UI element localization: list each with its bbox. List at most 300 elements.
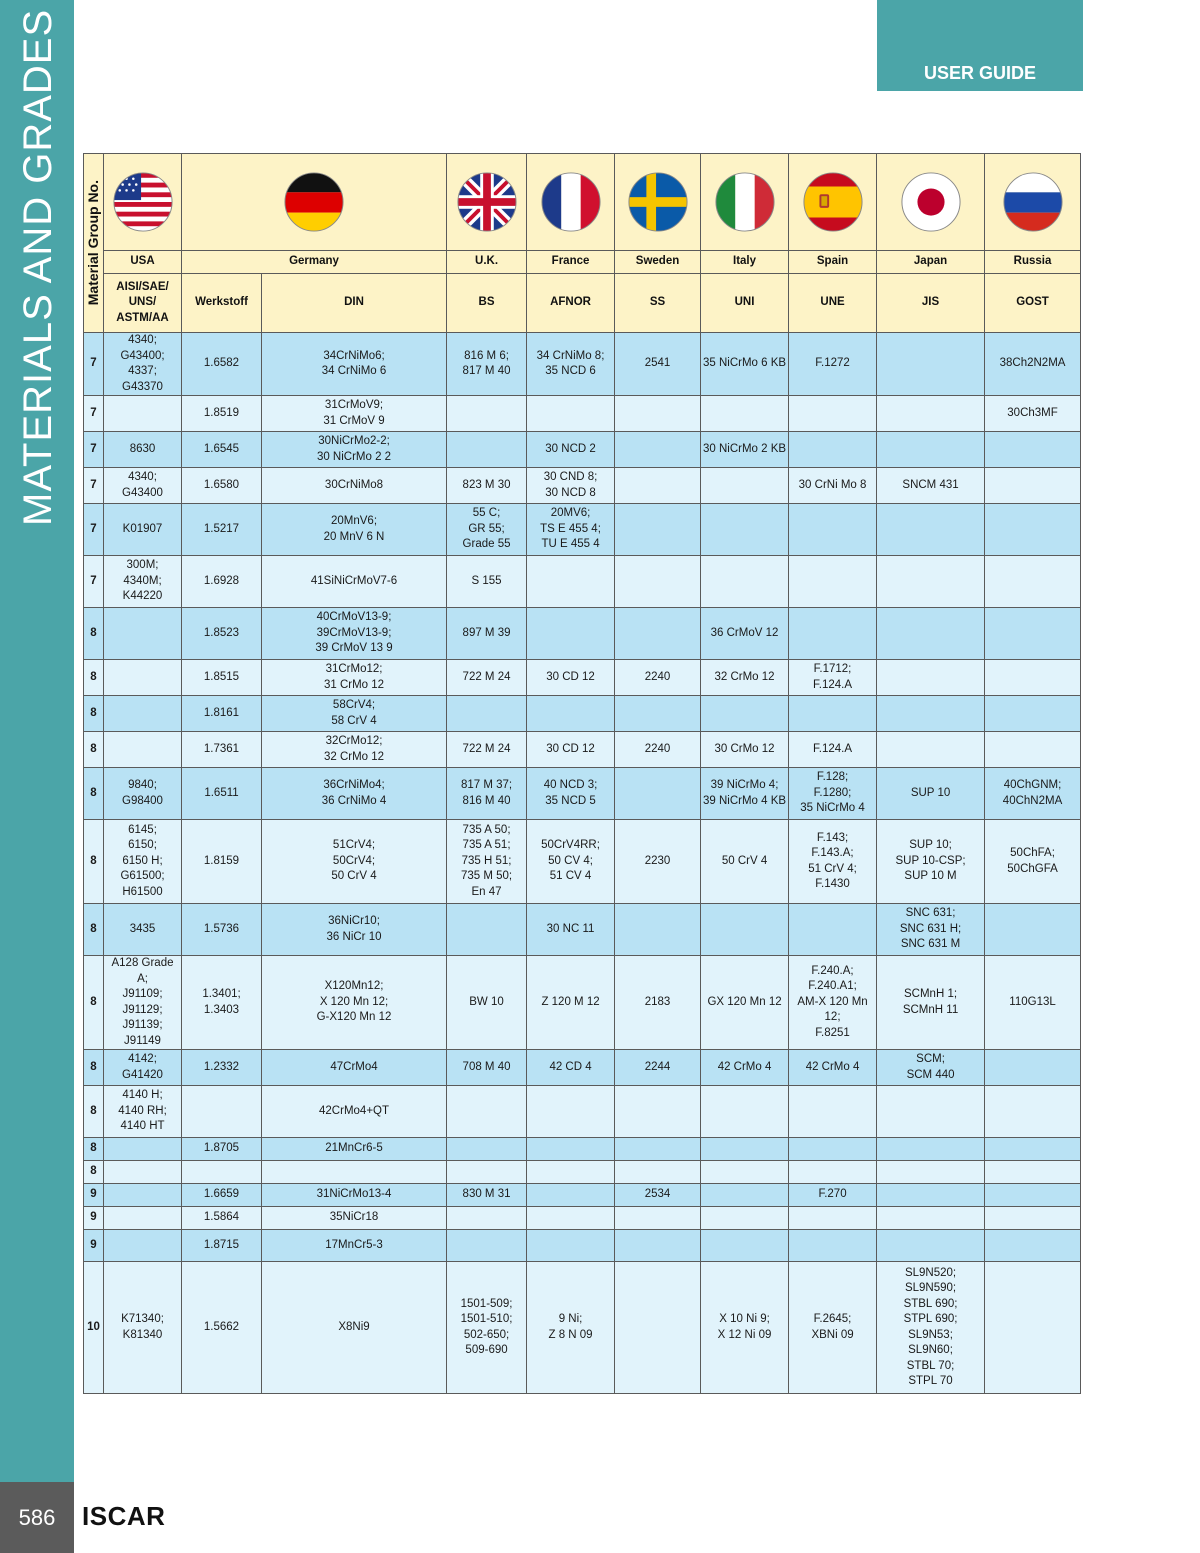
grade-cell-usa: [104, 660, 182, 696]
grade-cell-jis: [877, 504, 985, 556]
grade-cell-ss: 2240: [615, 732, 701, 768]
grade-cell-gost: [985, 696, 1081, 732]
grade-cell-werk: 1.8523: [182, 608, 262, 660]
standard-ss: SS: [615, 274, 701, 333]
grade-cell-afnor: [527, 1184, 615, 1207]
grade-cell-bs: BW 10: [447, 956, 527, 1050]
grade-cell-gost: [985, 732, 1081, 768]
table-row: [84, 432, 1081, 468]
material-group-cell: 8: [84, 904, 104, 956]
grade-cell-uni: [701, 504, 789, 556]
grade-cell-bs: 1501-509; 1501-510; 502-650; 509-690: [447, 1262, 527, 1394]
standard-bs: BS: [447, 274, 527, 333]
grade-cell-gost: [985, 1086, 1081, 1138]
grade-cell-werk: 1.3401; 1.3403: [182, 956, 262, 1050]
grade-cell-din: X120Mn12; X 120 Mn 12; G-X120 Mn 12: [262, 956, 447, 1050]
material-group-cell: 10: [84, 1262, 104, 1394]
grade-cell-afnor: 30 CD 12: [527, 732, 615, 768]
grade-cell-jis: [877, 1086, 985, 1138]
country-russia: Russia: [985, 251, 1081, 274]
grade-cell-uni: 32 CrMo 12: [701, 660, 789, 696]
page-number: 586: [18, 1505, 56, 1530]
material-group-cell: 9: [84, 1207, 104, 1230]
grade-cell-uni: [701, 1207, 789, 1230]
grade-cell-usa: K01907: [104, 504, 182, 556]
country-spain: Spain: [789, 251, 877, 274]
grade-cell-werk: 1.6580: [182, 468, 262, 504]
grade-cell-gost: [985, 1138, 1081, 1161]
grade-cell-usa: A128 Grade A; J91109; J91129; J91139; J91149: [104, 956, 182, 1050]
grade-cell-werk: 1.5662: [182, 1262, 262, 1394]
grade-cell-usa: 4340; G43400: [104, 468, 182, 504]
grade-cell-usa: 4340; G43400; 4337; G43370: [104, 333, 182, 396]
spain-flag-icon: [802, 171, 864, 233]
grade-cell-uni: 30 CrMo 12: [701, 732, 789, 768]
table-row: [84, 556, 1081, 608]
table-row: [84, 1161, 1081, 1184]
table-row: [84, 1262, 1081, 1394]
grade-cell-afnor: [527, 1207, 615, 1230]
grade-cell-une: [789, 696, 877, 732]
grade-cell-bs: 816 M 6; 817 M 40: [447, 333, 527, 396]
grade-cell-ss: [615, 696, 701, 732]
table-row: [84, 1207, 1081, 1230]
grade-cell-din: 51CrV4; 50CrV4; 50 CrV 4: [262, 820, 447, 904]
grade-cell-din: 47CrMo4: [262, 1050, 447, 1086]
standard-afnor: AFNOR: [527, 274, 615, 333]
country-germany: Germany: [182, 251, 447, 274]
grade-cell-une: F.143; F.143.A; 51 CrV 4; F.1430: [789, 820, 877, 904]
grade-cell-uni: X 10 Ni 9; X 12 Ni 09: [701, 1262, 789, 1394]
grade-cell-usa: 9840; G98400: [104, 768, 182, 820]
grade-cell-usa: [104, 732, 182, 768]
material-group-cell: 8: [84, 1138, 104, 1161]
grade-cell-usa: [104, 696, 182, 732]
grade-cell-afnor: 42 CD 4: [527, 1050, 615, 1086]
grade-cell-gost: [985, 660, 1081, 696]
grade-cell-ss: [615, 608, 701, 660]
grade-cell-werk: 1.5217: [182, 504, 262, 556]
table-row: [84, 1230, 1081, 1262]
grade-cell-gost: [985, 1230, 1081, 1262]
grade-cell-une: 42 CrMo 4: [789, 1050, 877, 1086]
material-group-cell: 7: [84, 556, 104, 608]
uk-flag-cell: [447, 154, 527, 251]
grade-cell-werk: [182, 1086, 262, 1138]
material-group-cell: 8: [84, 820, 104, 904]
grade-cell-gost: 38Ch2N2MA: [985, 333, 1081, 396]
grade-cell-bs: [447, 432, 527, 468]
grade-cell-bs: S 155: [447, 556, 527, 608]
grade-cell-ss: 2240: [615, 660, 701, 696]
grade-cell-une: F.240.A; F.240.A1; AM-X 120 Mn 12; F.8251: [789, 956, 877, 1050]
italy-flag-icon: [714, 171, 776, 233]
grade-cell-uni: [701, 556, 789, 608]
grade-cell-gost: [985, 1161, 1081, 1184]
grade-cell-afnor: [527, 396, 615, 432]
table-row: [84, 468, 1081, 504]
japan-flag-cell: [877, 154, 985, 251]
grade-cell-din: 30CrNiMo8: [262, 468, 447, 504]
grade-cell-uni: [701, 1230, 789, 1262]
usa-flag-icon: [112, 171, 174, 233]
grade-cell-din: 42CrMo4+QT: [262, 1086, 447, 1138]
grade-cell-afnor: 30 CND 8; 30 NCD 8: [527, 468, 615, 504]
grade-cell-din: 31NiCrMo13-4: [262, 1184, 447, 1207]
table-row: [84, 333, 1081, 396]
grade-cell-gost: [985, 504, 1081, 556]
italy-flag-cell: [701, 154, 789, 251]
grade-cell-werk: [182, 1161, 262, 1184]
grade-cell-jis: [877, 1207, 985, 1230]
grade-cell-gost: [985, 432, 1081, 468]
grade-cell-une: F.270: [789, 1184, 877, 1207]
germany-flag-cell: [182, 154, 447, 251]
russia-flag-cell: [985, 154, 1081, 251]
grade-cell-ss: 2230: [615, 820, 701, 904]
material-group-cell: 8: [84, 956, 104, 1050]
germany-flag-icon: [283, 171, 345, 233]
grade-cell-une: [789, 504, 877, 556]
grade-cell-din: 32CrMo12; 32 CrMo 12: [262, 732, 447, 768]
grade-cell-werk: 1.6582: [182, 333, 262, 396]
grade-cell-din: 17MnCr5-3: [262, 1230, 447, 1262]
grade-cell-din: [262, 1161, 447, 1184]
grade-cell-din: X8Ni9: [262, 1262, 447, 1394]
grade-cell-bs: [447, 1230, 527, 1262]
grade-cell-une: [789, 1230, 877, 1262]
grade-cell-uni: 50 CrV 4: [701, 820, 789, 904]
grade-cell-uni: 39 NiCrMo 4; 39 NiCrMo 4 KB: [701, 768, 789, 820]
grade-cell-bs: [447, 696, 527, 732]
material-group-cell: 7: [84, 333, 104, 396]
table-row: [84, 956, 1081, 1050]
grade-cell-bs: 55 C; GR 55; Grade 55: [447, 504, 527, 556]
material-group-cell: 7: [84, 396, 104, 432]
grade-cell-werk: 1.8705: [182, 1138, 262, 1161]
grade-cell-din: 34CrNiMo6; 34 CrNiMo 6: [262, 333, 447, 396]
grade-cell-une: [789, 1086, 877, 1138]
grade-cell-afnor: [527, 1161, 615, 1184]
grade-cell-gost: [985, 1262, 1081, 1394]
grade-cell-ss: [615, 904, 701, 956]
table-row: [84, 696, 1081, 732]
grade-cell-werk: 1.8161: [182, 696, 262, 732]
grade-cell-jis: [877, 1184, 985, 1207]
grade-cell-afnor: 30 CD 12: [527, 660, 615, 696]
table-row: [84, 504, 1081, 556]
grade-cell-bs: 735 A 50; 735 A 51; 735 H 51; 735 M 50; En 47: [447, 820, 527, 904]
grade-cell-jis: [877, 696, 985, 732]
table-row: [84, 396, 1081, 432]
grade-cell-bs: [447, 1138, 527, 1161]
grade-cell-afnor: [527, 1230, 615, 1262]
grade-cell-jis: [877, 556, 985, 608]
sweden-flag-cell: [615, 154, 701, 251]
table-row: [84, 1138, 1081, 1161]
grade-cell-usa: 4140 H; 4140 RH; 4140 HT: [104, 1086, 182, 1138]
grade-cell-jis: SNCM 431: [877, 468, 985, 504]
material-group-header: Material Group No.: [84, 154, 104, 333]
grade-cell-werk: 1.6545: [182, 432, 262, 468]
brand-logo: ISCAR: [82, 1501, 166, 1531]
table-row: [84, 608, 1081, 660]
grade-cell-ss: [615, 1086, 701, 1138]
grade-cell-bs: 823 M 30: [447, 468, 527, 504]
grade-cell-jis: [877, 732, 985, 768]
france-flag-icon: [540, 171, 602, 233]
grade-cell-gost: 30Ch3MF: [985, 396, 1081, 432]
grade-cell-afnor: 9 Ni; Z 8 N 09: [527, 1262, 615, 1394]
grade-cell-ss: 2534: [615, 1184, 701, 1207]
grade-cell-usa: 8630: [104, 432, 182, 468]
material-group-cell: 8: [84, 660, 104, 696]
grade-cell-gost: [985, 1050, 1081, 1086]
grade-cell-din: 31CrMo12; 31 CrMo 12: [262, 660, 447, 696]
material-group-cell: 8: [84, 768, 104, 820]
grade-cell-usa: [104, 608, 182, 660]
user-guide-label: USER GUIDE: [923, 63, 1037, 83]
grade-cell-werk: 1.8519: [182, 396, 262, 432]
france-flag-cell: [527, 154, 615, 251]
grade-cell-bs: 722 M 24: [447, 732, 527, 768]
grade-cell-une: F.124.A: [789, 732, 877, 768]
grade-cell-uni: [701, 1138, 789, 1161]
grade-cell-din: 21MnCr6-5: [262, 1138, 447, 1161]
table-row: [84, 904, 1081, 956]
grade-cell-werk: 1.8515: [182, 660, 262, 696]
table-row: [84, 1184, 1081, 1207]
grade-cell-jis: [877, 1138, 985, 1161]
russia-flag-icon: [1002, 171, 1064, 233]
grade-cell-uni: [701, 1184, 789, 1207]
spain-flag-cell: [789, 154, 877, 251]
material-group-cell: 8: [84, 1050, 104, 1086]
grade-cell-jis: SNC 631; SNC 631 H; SNC 631 M: [877, 904, 985, 956]
grade-cell-afnor: 20MV6; TS E 455 4; TU E 455 4: [527, 504, 615, 556]
grade-cell-une: [789, 1161, 877, 1184]
grade-cell-usa: 6145; 6150; 6150 H; G61500; H61500: [104, 820, 182, 904]
material-group-cell: 9: [84, 1184, 104, 1207]
grade-cell-afnor: [527, 556, 615, 608]
grade-cell-ss: [615, 504, 701, 556]
grade-cell-une: [789, 608, 877, 660]
table-row: [84, 768, 1081, 820]
grade-cell-jis: [877, 1161, 985, 1184]
grade-cell-bs: 708 M 40: [447, 1050, 527, 1086]
grade-cell-usa: [104, 1161, 182, 1184]
grade-cell-jis: [877, 660, 985, 696]
grade-cell-din: 40CrMoV13-9; 39CrMoV13-9; 39 CrMoV 13 9: [262, 608, 447, 660]
grade-cell-afnor: 40 NCD 3; 35 NCD 5: [527, 768, 615, 820]
country-italy: Italy: [701, 251, 789, 274]
grade-cell-werk: 1.8159: [182, 820, 262, 904]
grade-cell-werk: 1.6659: [182, 1184, 262, 1207]
grade-cell-ss: [615, 1230, 701, 1262]
grade-cell-afnor: 30 NC 11: [527, 904, 615, 956]
grade-cell-werk: 1.6928: [182, 556, 262, 608]
grade-cell-bs: 897 M 39: [447, 608, 527, 660]
standard-gost: GOST: [985, 274, 1081, 333]
material-group-cell: 8: [84, 1161, 104, 1184]
grade-cell-ss: [615, 1138, 701, 1161]
grade-cell-uni: [701, 696, 789, 732]
grade-cell-uni: 42 CrMo 4: [701, 1050, 789, 1086]
material-group-cell: 8: [84, 608, 104, 660]
grade-cell-gost: 50ChFA; 50ChGFA: [985, 820, 1081, 904]
grade-cell-din: 36NiCr10; 36 NiCr 10: [262, 904, 447, 956]
grade-cell-din: 36CrNiMo4; 36 CrNiMo 4: [262, 768, 447, 820]
table-row: [84, 1086, 1081, 1138]
grade-cell-afnor: [527, 1138, 615, 1161]
grade-cell-une: [789, 432, 877, 468]
material-group-cell: 9: [84, 1230, 104, 1262]
grade-cell-usa: [104, 1184, 182, 1207]
grade-cell-usa: [104, 1138, 182, 1161]
grade-cell-ss: [615, 468, 701, 504]
grade-cell-ss: [615, 396, 701, 432]
grade-cell-werk: 1.7361: [182, 732, 262, 768]
grade-cell-ss: [615, 1161, 701, 1184]
grade-cell-din: 20MnV6; 20 MnV 6 N: [262, 504, 447, 556]
grade-cell-ss: [615, 768, 701, 820]
grade-cell-gost: [985, 1184, 1081, 1207]
grade-cell-din: 35NiCr18: [262, 1207, 447, 1230]
standard-uni: UNI: [701, 274, 789, 333]
grade-cell-bs: 722 M 24: [447, 660, 527, 696]
grade-cell-jis: SCM; SCM 440: [877, 1050, 985, 1086]
grade-cell-jis: [877, 608, 985, 660]
uk-flag-icon: [456, 171, 518, 233]
grade-cell-uni: [701, 1086, 789, 1138]
grade-cell-jis: SUP 10; SUP 10-CSP; SUP 10 M: [877, 820, 985, 904]
grade-cell-uni: [701, 396, 789, 432]
grade-cell-une: 30 CrNi Mo 8: [789, 468, 877, 504]
material-group-cell: 7: [84, 432, 104, 468]
grade-cell-gost: 40ChGNM; 40ChN2MA: [985, 768, 1081, 820]
japan-flag-icon: [900, 171, 962, 233]
grade-cell-bs: 817 M 37; 816 M 40: [447, 768, 527, 820]
grade-cell-afnor: [527, 696, 615, 732]
grade-cell-werk: 1.6511: [182, 768, 262, 820]
grade-cell-uni: GX 120 Mn 12: [701, 956, 789, 1050]
grade-cell-din: 58CrV4; 58 CrV 4: [262, 696, 447, 732]
grade-cell-une: F.2645; XBNi 09: [789, 1262, 877, 1394]
grade-cell-ss: 2541: [615, 333, 701, 396]
grade-rows: [84, 333, 1081, 1394]
grade-cell-uni: [701, 1161, 789, 1184]
grade-cell-usa: [104, 396, 182, 432]
grade-cell-jis: SCMnH 1; SCMnH 11: [877, 956, 985, 1050]
grade-cell-gost: [985, 1207, 1081, 1230]
grade-cell-jis: [877, 1230, 985, 1262]
grade-cell-une: F.1272: [789, 333, 877, 396]
grade-cell-usa: 300M; 4340M; K44220: [104, 556, 182, 608]
grade-cell-uni: 30 NiCrMo 2 KB: [701, 432, 789, 468]
country-uk: U.K.: [447, 251, 527, 274]
grade-cell-une: [789, 396, 877, 432]
grade-cell-werk: 1.5864: [182, 1207, 262, 1230]
country-japan: Japan: [877, 251, 985, 274]
table-row: [84, 1050, 1081, 1086]
grade-cell-une: [789, 1207, 877, 1230]
standard-aisi: AISI/SAE/ UNS/ ASTM/AA: [104, 274, 182, 333]
grade-cell-usa: 4142; G41420: [104, 1050, 182, 1086]
grade-cell-werk: 1.5736: [182, 904, 262, 956]
grade-cell-bs: 830 M 31: [447, 1184, 527, 1207]
grade-cell-ss: [615, 556, 701, 608]
grade-cell-ss: 2183: [615, 956, 701, 1050]
grade-cell-usa: [104, 1207, 182, 1230]
grade-cell-bs: [447, 1161, 527, 1184]
grade-cell-une: F.128; F.1280; 35 NiCrMo 4: [789, 768, 877, 820]
standard-werkstoff: Werkstoff: [182, 274, 262, 333]
grade-cell-gost: [985, 556, 1081, 608]
grade-cell-bs: [447, 1086, 527, 1138]
grade-cell-din: 31CrMoV9; 31 CrMoV 9: [262, 396, 447, 432]
table-row: [84, 820, 1081, 904]
grade-cell-afnor: Z 120 M 12: [527, 956, 615, 1050]
grade-cell-bs: [447, 1207, 527, 1230]
material-group-cell: 8: [84, 1086, 104, 1138]
grade-cell-gost: [985, 468, 1081, 504]
grade-cell-gost: [985, 608, 1081, 660]
grade-cell-jis: [877, 333, 985, 396]
table-row: [84, 732, 1081, 768]
grade-cell-din: 30NiCrMo2-2; 30 NiCrMo 2 2: [262, 432, 447, 468]
grade-cell-uni: 35 NiCrMo 6 KB: [701, 333, 789, 396]
grade-cell-afnor: [527, 1086, 615, 1138]
grade-cell-afnor: 50CrV4RR; 50 CV 4; 51 CV 4: [527, 820, 615, 904]
grade-cell-usa: K71340; K81340: [104, 1262, 182, 1394]
grade-cell-une: [789, 556, 877, 608]
grade-cell-bs: [447, 904, 527, 956]
grade-cell-bs: [447, 396, 527, 432]
grade-cell-uni: 36 CrMoV 12: [701, 608, 789, 660]
grade-cell-uni: [701, 468, 789, 504]
grade-cell-afnor: 30 NCD 2: [527, 432, 615, 468]
country-usa: USA: [104, 251, 182, 274]
material-group-cell: 8: [84, 696, 104, 732]
grade-cell-werk: 1.2332: [182, 1050, 262, 1086]
material-group-cell: 8: [84, 732, 104, 768]
grade-cell-jis: [877, 432, 985, 468]
grade-cell-werk: 1.8715: [182, 1230, 262, 1262]
grade-cell-jis: [877, 396, 985, 432]
grade-cell-jis: SUP 10: [877, 768, 985, 820]
standard-jis: JIS: [877, 274, 985, 333]
grade-cell-usa: 3435: [104, 904, 182, 956]
standard-din: DIN: [262, 274, 447, 333]
grade-cell-ss: 2244: [615, 1050, 701, 1086]
material-group-cell: 7: [84, 468, 104, 504]
grade-cell-ss: [615, 1207, 701, 1230]
sweden-flag-icon: [627, 171, 689, 233]
materials-grades-table: [83, 153, 1081, 1394]
country-sweden: Sweden: [615, 251, 701, 274]
material-group-cell: 7: [84, 504, 104, 556]
standard-une: UNE: [789, 274, 877, 333]
grade-cell-gost: 110G13L: [985, 956, 1081, 1050]
grade-cell-uni: [701, 904, 789, 956]
grade-cell-une: F.1712; F.124.A: [789, 660, 877, 696]
grade-cell-gost: [985, 904, 1081, 956]
grade-cell-ss: [615, 1262, 701, 1394]
grade-cell-afnor: [527, 608, 615, 660]
grade-cell-din: 41SiNiCrMoV7-6: [262, 556, 447, 608]
grade-cell-usa: [104, 1230, 182, 1262]
grade-cell-une: [789, 1138, 877, 1161]
